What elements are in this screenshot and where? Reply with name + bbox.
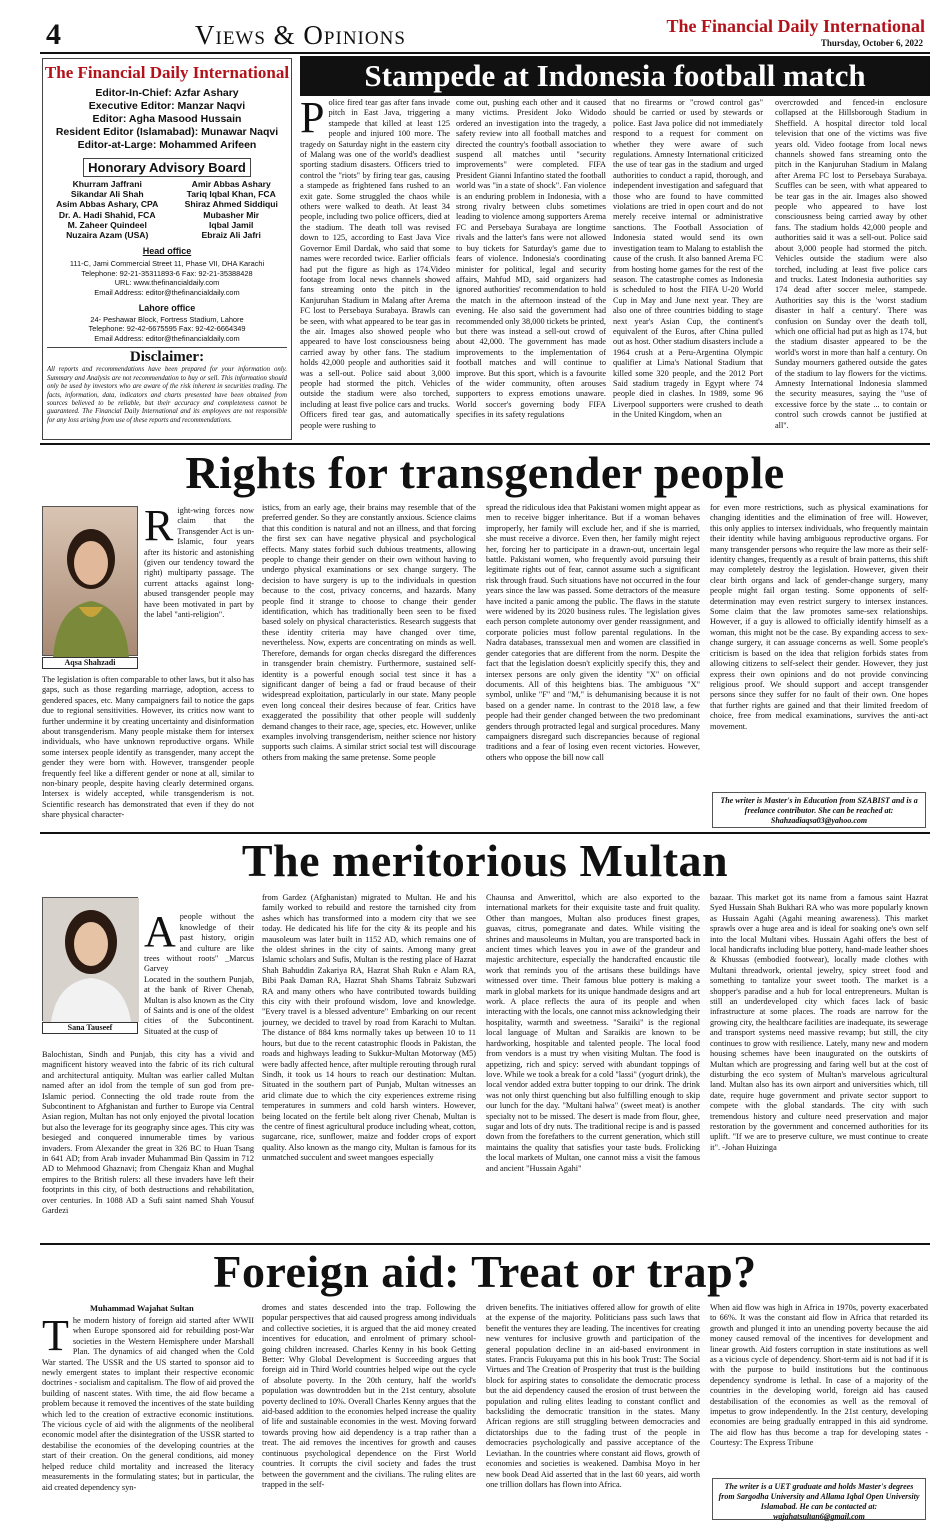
portrait-icon: [43, 898, 139, 1022]
story-text: he modern history of foreign aid started after WWII when Europe sponsored aid for rebuilding post-War societies in the Western Hemisphere under Marshall Plan. The dynamics of aid changed when the Cold War started. The USSR and the US started to sponsor aid to newly emergent states to implant their respective economic doctrines - socialism and capitalism. The flow of aid proved the building of nascent states. With time, the aid flow became a problem because it removed the incentives of the state building which led to the creation of extractive economic institutions. The vicious cycle of aid with the alignments of the neoliberal economic model after the disintegration of the USSR started to destabilise the economies of the developing countries at the start of their creation. On the general conditions, aid money helped reduce child mortality and increased the literacy measurements in the formulating states; but in particular, the aid created dependency syn-: [42, 1316, 254, 1492]
advisory-board: [43, 179, 291, 240]
staff-line: Editor-In-Chief: Azfar Ashary: [95, 87, 239, 99]
office-line: 111-C, Jami Commercial Street 11, Phase VII, DHA Karachi: [69, 259, 265, 269]
transgender-col-2: istics, from an early age, their brains may resemble that of the preferred gender. So they are constantly anxious. Science claims that this condition is natural and not an illness, and that forcing the first sex can have negative physical and psychological effects. Many states forbid such dubious treatments, allowing people to change their gender on their own without having to undergo physical examinations or sex change surgery. The decision to have surgery is up to the individuals in question because to the cost, privacy concerns, and hazards. Many people find it strange to choose to change their gender identification, which has traditionally been seen to be fixed based solely on physical characteristics. Research suggests that these identity criteria may have changed over time, nevertheless. Now, experts are concentrating on minds as well. Therefore, demands for organ checks disregard the differences in transgender brain chemistry. Furthermore, sustained self-identity is a powerful enough social test since it has a significant danger of being a fad or fraud because of their widespread exploitation, particularly in our state. Many people even long conceal their desires because of fear. Critics have exaggerated the possibility that other people will suddenly demand changes to their race, age, species, etc. However, unlike examples involving transgenderism, neither science nor history supports such claims. A similar strict social test will discourage others from making the same pretense. Some people: [262, 503, 476, 762]
transgender-headline: Rights for transgender people: [185, 447, 785, 498]
author-caption: Aqsa Shahzadi: [42, 657, 138, 669]
board-member: Amir Abbas Ashary: [191, 179, 271, 189]
board-member: Iqbal Jamil: [209, 219, 254, 230]
board-member: Dr. A. Hadi Shahid, FCA: [58, 209, 156, 220]
transgender-lead: [144, 506, 254, 674]
staff-line: Resident Editor (Islamabad): Munawar Naqvi: [55, 126, 279, 138]
board-member: Nuzaira Azam (USA): [66, 230, 149, 241]
transgender-col-1: The legislation is often comparable to other laws, but it also has gaps, such as those regarding marriage, adoption, access to gendered spaces, etc. Many campaigners fail to notice the gaps due to regional sensitivities. However, its critics now want to further undermine it by creating uncertainty and disinformation about transgenderism. Many people mistake them for intersex individuals, who have unknown reproductive organs. While some intersex people identify as transgender, many accept the gender they were born with. However, transgender people frequently feel like a different gender or none at all, similar to non-binary people, despite having clearly determined organs. Intersex is widely accepted, while transgenderism is not. Scientific research has demonstrated that even if they do not share physical character-: [42, 675, 254, 820]
lahore-office-label: Lahore office: [138, 302, 196, 313]
transgender-col-4: for even more restrictions, such as physical examinations for changing identities and the elimination of free will. However, this only applies to intersex individuals, who frequently maintain their identity while having ambiguous reproductive organs. For many transgender persons who require the law more as their self-identity changes, frequently as a result of brain patterns, this shift may completely destroy the legislation. However, given their clear birth organs and lack of gender-change surgery, many people might fail organ testing. Some opponents of self-determination may even restrict surgery to intersex instances. Some claim that the law promotes same-sex relationships. However, if a guy is allowed to officially identify himself as a woman, this might not be the case. By expanding access to sex-change surgery, it can assuage concerns as well. Some people's criticism is based on the idea that religion forbids states from allowing citizens to self-select their gender. However, they just express their own opinions and do not provide convincing religious proof. We should support and accept transgender persons since they suffer for no fault of their own. One hopes that further rights are gained and that their limited freedom of choice, free from medical examinations, survives the anti-act movement.: [710, 503, 928, 731]
board-member: Tariq Iqbal Khan, FCA: [186, 189, 276, 200]
staff-line: Editor: Agha Masood Hussain: [92, 113, 242, 125]
head-office-label: Head office: [142, 246, 192, 257]
masthead-title: The Financial Daily International: [44, 63, 290, 82]
page-number: 4: [46, 18, 61, 51]
staff-line: Executive Editor: Manzar Naqvi: [88, 100, 246, 112]
disclaimer: [47, 347, 287, 425]
disclaimer-title: Disclaimer:: [129, 349, 205, 366]
foreign-aid-col-1: [42, 1316, 254, 1520]
board-member: Khurram Jaffrani: [72, 179, 142, 189]
board-member: Shiraz Ahmed Siddiqui: [184, 199, 278, 210]
section-rule: [40, 443, 930, 445]
stampede-col-1: [300, 98, 450, 438]
foreign-aid-headline: Foreign aid: Treat or trap?: [213, 1246, 757, 1297]
header-date: Thursday, October 6, 2022: [820, 38, 923, 48]
stampede-col-4: overcrowded and fenced-in enclosure collapsed at the Hillsborough Stadium in Sheffield. A hospital director told local television that one of the victims was five years old. Video footage from local news channels showed fans streaming onto the pitch in the Kanjuruhan Stadium in Malang after Arema FC lost to Persebaya Surabaya. Scuffles can be seen, with what appeared to be tear gas in the air. Images also showed people who appeared to have lost consciousness being carried away by other fans. The stadium holds 42,000 people and authorities said it was a sell-out. Police said about 3,000 people had stormed the pitch. Vehicles outside the stadium were also torched, including at least five police cars and trucks. Latest Indonesia authorities say 174 dead after soccer melee, stampede. Authorities say this is the 'worst stadium disaster in half a century'. There was confusion on Sunday over the death toll, which one official had put as high as 174, but the stadium disaster appeared to be the world's worst in more than half a century. On Sunday mourners gathered outside the gates of the stadium to lay flowers for the victims. Amnesty International Indonesia slammed the security measures, saying the "use of excessive force by the state ... to contain or control such crowds cannot be justified at all".: [775, 98, 927, 430]
staff-line: Editor-at-Large: Mohammed Arifeen: [77, 139, 257, 151]
portrait-icon: [43, 507, 139, 657]
header-brand: The Financial Daily International: [666, 16, 925, 36]
advisory-board-title: Honorary Advisory Board: [83, 158, 251, 177]
office-line[interactable]: Email Address: editor@thefinancialdaily.com: [94, 288, 240, 297]
board-member: M. Zaheer Quindeel: [67, 219, 147, 230]
multan-col-1: Balochistan, Sindh and Punjab, this city has a vivid and magnificent history weaved into the fabric of its rich cultural and architectural antiquity. Multan was earlier called Multan named after an idol from the temple of sun god from pre-Islamic period. Connecting the old trade route from the Subcontinent to Afghanistan and further to Europe via Central Asian region, Multan has not only enjoyed the pivotal location but also the leverage for its geography since ages. This city was besieged and conquered innumerable times by various invaders. From Alexander the great in 326 BC to Huan Tsang in 641 AD; from Arab invader Muhammad Bin Qassim in 712 AD to Mehmood Ghaznavi; from Chengaiz Khan and Mughal empires to the British rulers: all these invaders have left their footprints in this city, of both destructions and rehabilitation, over centuries. In 1088 AD a Sufi saint named Shah Yousuf Gardezi: [42, 1050, 254, 1216]
board-member: Mubasher Mir: [203, 209, 260, 220]
multan-col-3: Chaunsa and Anwerittol, which are also exported to the international markets for their exquisite taste and fruit quality. Other than mangoes, Multan also produces finest grapes, guavas, citrus, pomegranate and dates. While visiting the shrines and mausoleums in Multan, you are transported back in ancient times which leaves you in awe of the grandeur and majestic architecture, especially the handcrafted encaustic tile work that reminds you of the artisans these buildings have witnessed over time. Their famous blue pottery is making a mark in global markets for its unique handmade designs and art work. A place reflects the aura of its people and when interacting with the locals, one cannot miss acknowledging their hospitality, warmth and sweetness. "Saraiki" is the regional local language of Multan and Saraikis are known to be hardworking, hospitable and talented people. The local food from vendors is a must try when visiting Multan. The food is appetizing, rich and spicy: served with abundant toppings of love. While we took a break for a cold "lassi" (yogurt drink), the local vendor added extra butter topping to our drink. The drink was not only thirst quenching but also fulfilling enough to skip our lunch for the day. "Multani halwa" (sweet meat) is another specialty not to be missed. The desert is made from flour, ghee, sugar and lots of dry nuts. The traditional recipe is and is passed down from the forefathers to the current generation, which still maintains the quality that satisfies your taste buds. Frolicking the local markets of Multan, one cannot miss a visit the famous and ancient "Hussain Agahi": [486, 893, 700, 1173]
multan-lead: [144, 902, 254, 1050]
dropcap: R: [144, 506, 174, 550]
author-byline: Muhammad Wajahat Sultan: [90, 1303, 194, 1313]
board-member: Asim Abbas Ashary, CPA: [56, 199, 159, 210]
author-bio: The writer is a UET graduate and holds Master's degrees from Sargodha University and Allama Iqbal Open University Islamabad. He can be contacted at: wajahatsultan6@gmail.com: [712, 1478, 926, 1520]
author-photo: [42, 897, 138, 1021]
stampede-col-2: come out, pushing each other and it caused many victims. President Joko Widodo ordered an investigation into the tragedy, a safety review into all football matches and directed the country's football association to suspend all matches until "security improvements" were completed. FIFA President Gianni Infantino stated the football world was "in a state of shock". Fan violence is an enduring problem in Indonesia, with a strong rivalry between clubs sometimes leading to violence among supporters Arema FC and Persebaya Surabaya are longtime rivals and the latter's fans were not allowed to buy tickets for Saturday's game due to fears of violence. Indonesia's coordinating minister for political, legal and security affairs, Mahfud MD, said organizers had ignored authorities' recommendation to hold the match in the afternoon instead of the evening. He also said the government had recommended only 38,000 tickets be printed, but there was instead a sell-out crowd of about 42,000. The government has made improvements to the implementation of football matches and will continue to improve. But this sport, which is a favourite of the wider community, often arouses supporters to express emotions unaware. World soccer's governing body FIFA specifies in its safety regulations: [456, 98, 606, 420]
masthead-staff: [43, 87, 291, 152]
author-bio: The writer is Master's in Education from SZABIST and is a freelance contributor. She can be reached at: Shahzadiaqsa03@yahoo.com: [712, 792, 926, 828]
foreign-aid-col-4: When aid flow was high in Africa in 1970s, poverty exacerbated to 66%. It was the constant aid flow in Africa that retarded its growth and plunged it into an unending poverty because the aid money caused removal of the incentives for development and linear growth. Aid fosters corruption in state institutions as well as a vicious cycle of dependency. Short-term aid is not bad if it is with the purpose to build institutions but the continuous dependency syndrome is lethal. In case of a majority of the countries in the developing world, foreign aid has caused destabilisation of the economies as well as the removal of impetus to grow independently. In the 21st century, developing economies are being gradually entrapped in this aid syndrome. The aid flow has thus become a trap for developing states -Courtesy: The Express Tribune: [710, 1303, 928, 1448]
multan-col-4: bazaar. This market got its name from a famous saint Hazrat Syed Hussain Shah Bukhari RA who was more popularly known as Hussain Agahi (Agahi meaning awareness). This market sprawls over a huge area and is ideal for soaking one's own self into the local Multani vibes. Hussain Agahi offers the best of local handicrafts including blue pottery, hand-made leather shoes & Khussas (embodied footwear), locally made clothes with Multani threadwork, oriental jewelry, spicy street food and something to tantalize your sweet tooth. The market is a shopper's paradise and a hub for local entrepreneurs. Multan is still an underdeveloped city which faces lack of basic infrastructure at some places. The roads are narrow for the growing city, the healthcare facilities are inadequate, its sewerage and transport systems need massive revamp; but still, the city continues to grow with resilience. Lately, many new and modern housing schemes have been inaugurated on the outskirts of Multan which are progressing and faring well but at the cost of disturbing the eco system of Multan's marvelous agricultural land. Multan also has its own airport and universities which, till date, require huge government and private sector support to compete with the global standards. The city with such tremendous history and culture need preservation and major restoration by the government and concerned authorities for its uplift. "If we are to preserve culture, we must continue to create it". -Johan Huizinga: [710, 893, 928, 1152]
author-caption: Sana Tauseef: [42, 1022, 138, 1034]
office-line: 24- Peshawar Block, Fortress Stadium, Lahore: [90, 314, 244, 324]
story-text: people without the knowledge of their past history, origin and culture are like trees without roots" _Marcus Garvey Located in the southern Punjab, at the bank of River Chenab, Multan is also known as the City of Saints and is one of the oldest cities of the Subcontinent. Situated at the cusp of: [144, 912, 254, 1036]
board-left: [56, 179, 158, 240]
section-title: Views & Opinions: [195, 20, 406, 50]
multan-col-2: from Gardez (Afghanistan) migrated to Multan. He and his family worked to rebuild and restore the tarnished city from ashes which has transformed into a modern city that we see today. He dedicated his life for the city & its people and his mausoleum was later built in 1152 AD, which remains one of the oldest shrines in the city of saints. Among many great Islamic scholars and Sufis, Multan is the resting place of Hazrat Shah Bahuddin Zakariya RA, Hazrat Shah Rukn e Alam RA, Bibi Paak Daman RA, Hazrat Shah Shams Tabraiz Subzwari RA and many others who have contributed towards building this city with their profound wisdom, love and knowledge. "Every travel is a blessed adventure" Embarking on our recent journey, we decided to travel by road from Karachi to Multan. The distance of 884 kms normally takes up between 10 to 11 hours, but due to the recent catastrophic floods in Pakistan, the roads and highways leading to Sukkur-Multan Motorway (M5) were badly affected hence, after multiple rerouting through rural Sindh, it took us 14 hours to reach our destination: Multan. Situated in the southern part of Punjab, Multan witnesses an arid climate due to which the city experiences extreme rising temperatures in summers and cold harsh winters. However, being located on the fertile belt along river Chenab, Multan is the centre of finest agricultural produce including wheat, cotton, sugarcane, rice, sunflower, maize and fodder crops of export quality. Also known as the mango city, Multan is famous for its unmatched succulent and sweet mangoes especially: [262, 893, 476, 1163]
disclaimer-text: All reports and recommendations have been prepared for your information only. Summary and Analysis are not recommendation to buy or sell. This information should only be used by investors who are aware of the risk inherent in securities trading. The facts, information, data, indicators and charts presented have been obtained from sources believed to be reliable, but their accuracy and completeness cannot be guaranteed. The Financial Daily International and its employees are not responsible for any loss arising from use of these reports and recommendations.: [47, 366, 287, 424]
board-member: Ebraiz Ali Jafri: [201, 230, 261, 241]
story-text: ight-wing forces now claim that the Transgender Act is un-Islamic, four years after its historic and astonishing (given our tendency toward the right) multiparty passage. The current attacks against long-abused transgender people may have been motivated in part by the label "anti-religion".: [144, 506, 254, 620]
office-line[interactable]: Email Address: editor@thefinancialdaily.com: [94, 333, 240, 343]
transgender-col-3: spread the ridiculous idea that Pakistani women might appear as men to receive bigger inheritance. But if a woman behaves improperly, her family will exclude her, and if she is married, she must receive a divorce. Even then, her family might reject her, forcing her to participate in a drawn-out, uncertain legal battle. Pakistani women, who frequently avoid pursuing their legitimate rights out of fear, cannot assume such a significant risk through fraud. Such situations have not occurred in the four years since the law was passed. Some detractors of the measure have incited a panic among the public. The flaws in the statute were widened by its 2020 business rules. The legislation gives each person complete autonomy over gender reassignment, and corporate policies must follow parental regulations. In the Nadra databases, transsexual men and women are classified in gender categories that are different from the norm. Despite the fact that the legislation doesn't explicitly specify this, they and intersex persons are only given the identity "X" on official documents. All of this heightens bias. The ambiguous "X" symbol, unlike "F" and "M," is dehumanising because it is not based on a gender name. In contrast to the 2018 law, a few people had their gender changed between the two predominant genders through protracted legal and surgical procedures. Many campaigners disregard such discrepancies because of regional traditions and a fear of losing even recent victories. However, others who oppose the bill now call: [486, 503, 700, 762]
office-line: Telephone: 92-42-6675595 Fax: 92-42-6664349: [88, 324, 246, 334]
stampede-col-3: that no firearms or "crowd control gas" should be carried or used by stewards or police. East Java police did not immediately respond to a request for comment on whether they were aware of such regulations. Amnesty International criticized the use of tear gas in the stadium and urged authorities to conduct a rapid, thorough, and independent investigation and safeguard that those who are found to have committed violations are tried in open court and do not merely receive internal or administrative sanctions. The Football Association of Indonesia stated would send its own investigation team to Malang to establish the cause of the crush. It also banned Arema FC from hosting home games for the rest of the season. The catastrophe comes as Indonesia is scheduled to host the FIFA U-20 World Cup in May and June next year. They are also one of three countries bidding to stage next year's Asian Cup, the continent's equivalent of the Euros, after China pulled out as host. Other stadium disasters include a 1964 crush at a Peru-Argentina Olympic qualifier at Lima's National Stadium that killed some 320 people, and the 2012 Port Said stadium tragedy in Egypt where 74 people died in clashes. In 1989, some 96 Liverpool supporters were crushed to death in the United Kingdom, when an: [613, 98, 763, 420]
header-rule: [40, 52, 930, 54]
board-member: Sikandar Ali Shah: [70, 189, 144, 200]
office-line: Telephone: 92-21-35311893-6 Fax: 92-21-35388428: [81, 268, 253, 278]
office-line[interactable]: URL: www.thefinancialdaily.com: [114, 278, 220, 288]
story-text: olice fired tear gas after fans invade pitch in East Java, triggering a stampede that killed at least 125 people and injured 100 more. The tragedy on Saturday night in the eastern city of Malang was one of the world's deadliest sporting stadium disasters. Officers tried to control the "riots" by firing tear gas, causing a stampede as frightened fans rushed to an exit gate. Some struggled the chaos while others were walked to death. At least 34 people, including two police officers, died at the stadium. The death toll was revised down to 125, according to East Java Vice Governor Emil Dardak, who said that some names were recorded twice. Earlier officials had put the figure as high as 174.Video footage from local news channels showed fans streaming onto the pitch in the Kanjuruhan Stadium in Malang after Arema FC lost to Persebaya Surabaya. Brawls can be seen, with what appeared to be tear gas in the air. Images also showed people who appeared to have lost consciousness being carried away by other fans. The stadium holds 42,000 people and authorities said it was a sell-out. Police said about 3,000 people had stormed the pitch. Vehicles outside the stadium were also torched, including at least five police cars and trucks. Officers fired tear gas, and automatically people were rushing to: [300, 98, 450, 430]
dropcap: T: [42, 1316, 69, 1360]
foreign-aid-col-2: dromes and states descended into the trap. Following the popular perspectives that aid caused progress among individuals and collective societies, it is argued that the aid money created incentives for education, and enrolment of primary school-going children increased. Charles Kenny in his book Getting Better: Why Global Development is Succeeding argues that foreign aid in Third World countries helped wipe out the cycle of absolute poverty. In the 20th century, half the world's population was downtrodden but in the 21st century, absolute poverty declined to 10%. Overall Charles Kenny argues that the aid-based addition to the economies helped increase the quality of life and sustainable economies in the west. Moving forward towards proving how aid dependency is a trap rather than a treat. The aid removes the incentives for growth and causes continuous psychological dependence on the First World countries. It corrupts the civil society and fades the trust between the government and the civilians. The ruling elites are trapped in the self-: [262, 1303, 476, 1489]
dropcap: A: [144, 907, 176, 957]
lahore-office: [43, 315, 291, 344]
board-right: [185, 179, 278, 240]
stampede-headline: Stampede at Indonesia football match: [300, 56, 930, 96]
foreign-aid-col-3: driven benefits. The initiatives offered allow for growth of elite at the expense of the majority. Politicians pass such laws that benefit the ventures they are leading. The incentives for creating new ventures for inclusive growth and participation of the general population decline in an aid-based environment in states. Francis Fukuyama put this in his book Trust: The Social Virtues and The Creation of Prosperity that trust is the building block for aspiring states to consolidate the democratic process but the aid dependency caused the erosion of trust between the population and ruling elites leading to constant conflict and backsliding the democratic transition in the states. Many African regions are still struggling between democracies and dictatorships due to the fading trust of the people in democracies psychologically and passive acceptance of the Leviathan. In the countries where constant aid flows, growth of economies and societies is weakened. Dambisa Moyo in her new book Dead Aid asserted that in the last 60 years, aid worth one trillion dollars has flown into Africa.: [486, 1303, 700, 1489]
author-photo: [42, 506, 138, 656]
dropcap: P: [300, 98, 325, 142]
masthead: [42, 58, 292, 440]
head-office: [43, 259, 291, 297]
multan-headline: The meritorious Multan: [241, 835, 729, 886]
